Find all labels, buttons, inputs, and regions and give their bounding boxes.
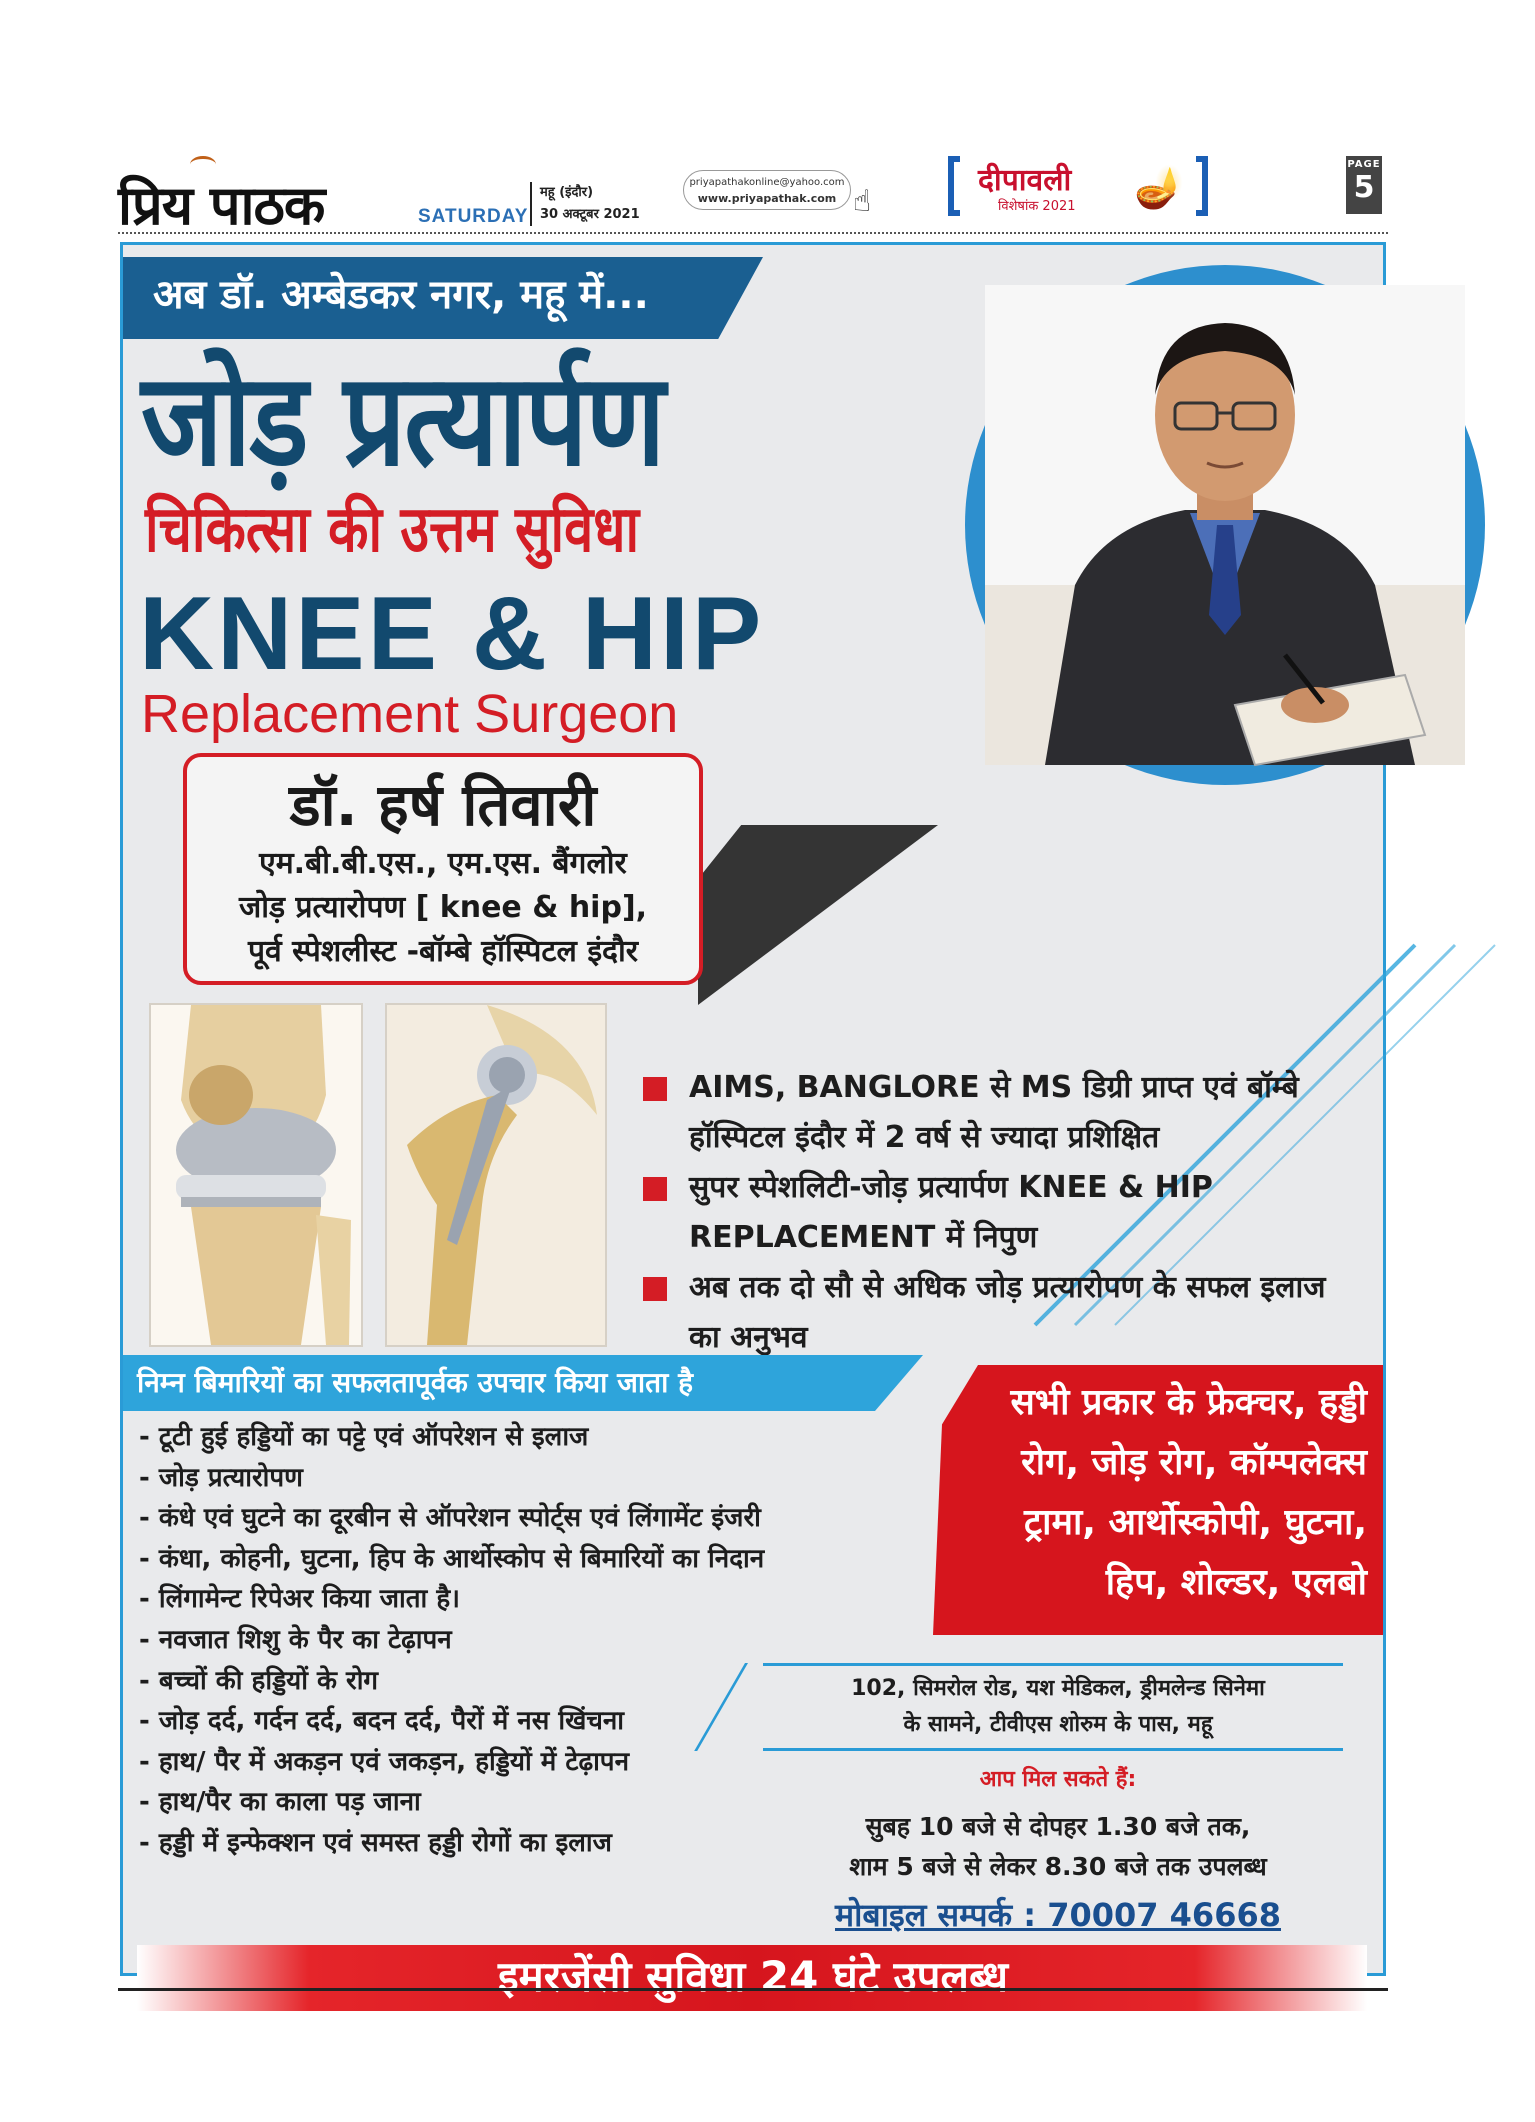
treatment-line: सभी प्रकार के फ्रेक्चर, हड्डी	[1010, 1382, 1367, 1423]
red-bullet-icon	[643, 1277, 667, 1301]
contact-website: www.priyapathak.com	[697, 192, 837, 205]
doctor-info-box	[183, 753, 703, 985]
diwali-special-badge	[948, 156, 1208, 220]
disease-item: - जोड़ दर्द, गर्दन दर्द, बदन दर्द, पैरों में नस खिंचना	[139, 1706, 625, 1737]
role-heading: Replacement Surgeon	[141, 684, 679, 744]
disease-item: - बच्चों की हड्डियों के रोग	[139, 1665, 379, 1696]
knee-implant-illustration	[151, 1005, 361, 1345]
doctor-photo-frame	[965, 265, 1485, 785]
diwali-subtitle: विशेषांक 2021	[998, 199, 1076, 214]
highlight-text: सुपर स्पेशलिटी-जोड़ प्रत्यार्पण KNEE & HIP REPLACEMENT में निपुण	[689, 1170, 1213, 1255]
highlight-item	[643, 1263, 1363, 1363]
disease-item: - लिंगामेन्ट रिपेअर किया जाता है।	[139, 1584, 460, 1615]
disease-item: - हड्डी में इन्फेक्शन एवं समस्त हड्डी रोगों का इलाज	[139, 1827, 612, 1858]
hip-implant-illustration	[387, 1005, 605, 1345]
disease-item: - हाथ/पैर का काला पड़ जाना	[139, 1787, 421, 1818]
red-bullet-icon	[643, 1177, 667, 1201]
treatments-text	[963, 1373, 1367, 1613]
disease-item: - कंधा, कोहनी, घुटना, हिप के आर्थोस्कोप से बिमारियों का निदान	[139, 1543, 765, 1574]
red-bullet-icon	[643, 1077, 667, 1101]
treatment-line: ट्रामा, आर्थोस्कोपी, घुटना,	[1023, 1502, 1367, 1543]
contact-pill	[683, 170, 851, 210]
doctor-specialization: जोड़ प्रत्यारोपण [ knee & hip],	[238, 890, 648, 925]
highlight-text: AIMS, BANGLORE से MS डिग्री प्राप्त एवं बॉम्बे हॉस्पिटल इंदौर में 2 वर्ष से ज्यादा प्रशिक्षित	[689, 1070, 1299, 1155]
disease-item: - जोड़ प्रत्यारोपण	[139, 1462, 303, 1493]
emergency-text: इमरजेंसी सुविधा 24 घंटे उपलब्ध	[498, 1952, 1008, 2001]
treatment-line: रोग, जोड़ रोग, कॉम्पलेक्स	[1021, 1442, 1367, 1483]
treatment-line: हिप, शोल्डर, एलबो	[1105, 1562, 1367, 1603]
highlight-item	[643, 1163, 1363, 1263]
ad-main-title: जोड़ प्रत्यार्पण	[141, 346, 664, 495]
advertisement-panel	[120, 242, 1386, 2001]
doctor-photo	[985, 285, 1465, 765]
clinic-address	[773, 1671, 1343, 1743]
bracket-right	[1196, 156, 1208, 216]
clinic-timings	[763, 1807, 1353, 1887]
disease-item: - नवजात शिशु के पैर का टेढ़ापन	[139, 1624, 452, 1655]
availability-label: आप मिल सकते हैं:	[979, 1767, 1137, 1792]
page-number-tag	[1346, 156, 1382, 214]
disease-item: - टूटी हुई हड्डियों का पट्टे एवं ऑपरेशन से इलाज	[139, 1422, 589, 1452]
diseases-heading: निम्न बिमारियों का सफलतापूर्वक उपचार किया जाता है	[137, 1366, 693, 1399]
knee-implant-image	[149, 1003, 363, 1347]
pointing-hand-icon: ☝	[853, 184, 872, 219]
address-line: के सामने, टीवीएस शोरुम के पास, महू	[903, 1712, 1213, 1737]
dark-accent-shape	[698, 825, 938, 1005]
doctor-qualification: एम.बी.बी.एस., एम.एस. बैंगलोर	[259, 846, 627, 881]
specialty-heading: KNEE & HIP	[139, 576, 765, 692]
doctor-experience: पूर्व स्पेशलीस्ट -बॉम्बे हॉस्पिटल इंदौर	[247, 934, 639, 969]
issue-place: महू (इंदौर)	[540, 185, 594, 200]
diya-lamp-icon: 🪔	[1134, 165, 1184, 211]
highlight-text: अब तक दो सौ से अधिक जोड़ प्रत्यारोपण के सफल इलाज का अनुभव	[689, 1270, 1326, 1355]
newspaper-logo: प्रिय पाठक	[118, 173, 325, 237]
masthead-divider	[118, 232, 1388, 234]
issue-date: 30 अक्टूबर 2021	[540, 207, 640, 222]
diseases-list	[139, 1417, 939, 1864]
page-label: PAGE	[1347, 159, 1381, 170]
page-number: 5	[1353, 170, 1375, 205]
highlight-item	[643, 1063, 1363, 1163]
hip-implant-image	[385, 1003, 607, 1347]
disease-item: - हाथ/ पैर में अकड़न एवं जकड़न, हड्डियों में टेढ़ापन	[139, 1746, 630, 1777]
doctor-portrait-illustration	[985, 285, 1465, 765]
timing-line: सुबह 10 बजे से दोपहर 1.30 बजे तक,	[865, 1812, 1251, 1841]
issue-date-block	[530, 182, 640, 226]
contact-email: priyapathakonline@yahoo.com	[689, 177, 845, 188]
ad-subtitle: चिकित्सा की उत्तम सुविधा	[145, 493, 640, 567]
timing-line: शाम 5 बजे से लेकर 8.30 बजे तक उपलब्ध	[849, 1852, 1267, 1881]
address-line: 102, सिमरोल रोड, यश मेडिकल, ड्रीमलेन्ड सिनेमा	[851, 1676, 1265, 1701]
masthead	[118, 150, 1388, 237]
location-banner-text: अब डॉ. अम्बेडकर नगर, महू में...	[153, 272, 649, 318]
disease-item: - कंधे एवं घुटने का दूरबीन से ऑपरेशन स्पोर्ट्स एवं लिंगामेंट इंजरी	[139, 1503, 761, 1534]
page-bottom-rule	[118, 1988, 1388, 1991]
mobile-contact: मोबाइल सम्पर्क : 70007 46668	[835, 1896, 1281, 1934]
highlights-list	[643, 1063, 1363, 1363]
doctor-name: डॉ. हर्ष तिवारी	[289, 771, 597, 839]
bracket-left	[948, 156, 960, 216]
issue-day: SATURDAY	[418, 206, 529, 227]
diwali-title: दीपावली	[978, 163, 1072, 198]
